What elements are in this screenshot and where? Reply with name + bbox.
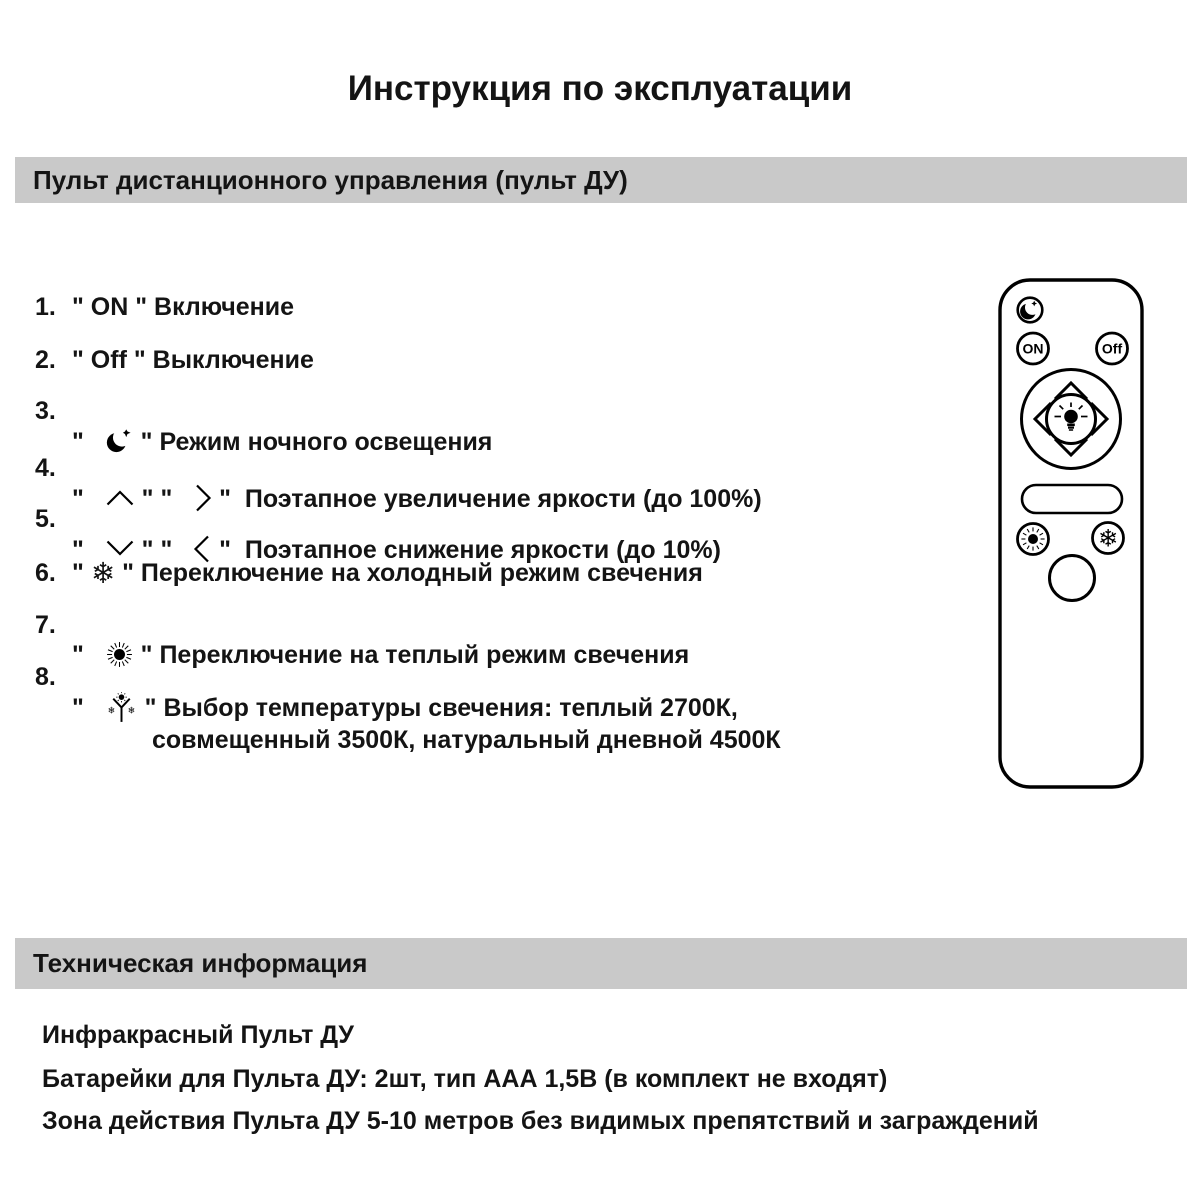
instruction-item [35,396,492,457]
item-number: 8. [35,663,56,691]
item-number: 3. [35,397,56,425]
item-text-line2: совмещенный 3500К, натуральный дневной 4500К [152,726,781,754]
item-text: " " [134,485,180,513]
svg-text:❄: ❄ [127,705,136,717]
tech-section-header [15,938,1187,989]
item-text: " Поэтапное увеличение яркости (до 100%) [212,485,762,513]
item-number: 4. [35,454,56,482]
snowflake-icon: ❄ [90,556,116,590]
remote-section-header-label: Пульт дистанционного управления (пульт ДУ) [33,164,628,195]
item-text: " [72,559,91,587]
item-content [72,292,294,322]
item-content [72,662,781,755]
item-content [72,345,314,375]
item-text: " ON " Включение [72,293,294,321]
remote-section-header [15,157,1187,203]
temperature-select-icon [91,662,138,725]
item-content [72,396,492,457]
item-text: " Выбор температуры свечения: теплый 2700К, [137,694,738,722]
svg-text:Off: Off [1101,340,1123,357]
item-text: " Поэтапное снижение яркости (до 10%) [212,536,721,564]
item-number: 6. [35,559,56,587]
instruction-item [35,558,703,588]
item-content [72,504,721,565]
instruction-item [35,504,721,565]
item-number: 2. [35,346,56,374]
remote-dpad [1022,370,1121,469]
instruction-item [35,292,294,322]
remote-lower-round-button [1050,556,1095,601]
remote-control-illustration [992,272,1152,797]
svg-text:ON: ON [1022,340,1044,357]
item-number: 5. [35,505,56,533]
remote-pill-button [1022,485,1122,513]
tech-info-line: Инфракрасный Пульт ДУ [42,1021,354,1049]
sun-icon [91,610,134,670]
item-text: " Режим ночного освещения [133,428,493,456]
item-text: " Переключение на холодный режим свечения [115,559,703,587]
remote-warm-button [1018,524,1049,555]
item-content [72,558,703,588]
instruction-item [35,662,781,755]
item-text: " " [134,536,180,564]
item-text: " [72,428,91,456]
item-text: " Off " Выключение [72,346,314,374]
tech-info-line: Зона действия Пульта ДУ 5-10 метров без видимых препятствий и заграждений [42,1107,1039,1135]
instruction-item [35,345,314,375]
tech-section-header-label: Техническая информация [33,948,368,978]
svg-text:❄: ❄ [107,705,116,717]
remote-night-mode-button [1018,298,1043,323]
instruction-item [35,610,689,670]
snowflake-icon: ❄ [1097,524,1119,553]
item-text: " [72,694,91,722]
item-text: " [72,641,91,669]
tech-info-line: Батарейки для Пульта ДУ: 2шт, тип ААА 1,5В (в комплект не входят) [42,1065,888,1093]
chevron-left-icon [179,504,212,565]
moon-icon [91,396,134,457]
item-number: 7. [35,611,56,639]
item-content [72,610,689,670]
remote-cold-button [1093,523,1124,554]
item-text: " Переключение на теплый режим свечения [133,641,690,669]
item-text: " [72,536,91,564]
item-text: " [72,485,91,513]
remote-off-button [1097,333,1128,364]
remote-on-button [1018,333,1049,364]
item-number: 1. [35,293,56,321]
page-title: Инструкция по эксплуатации [347,69,853,108]
